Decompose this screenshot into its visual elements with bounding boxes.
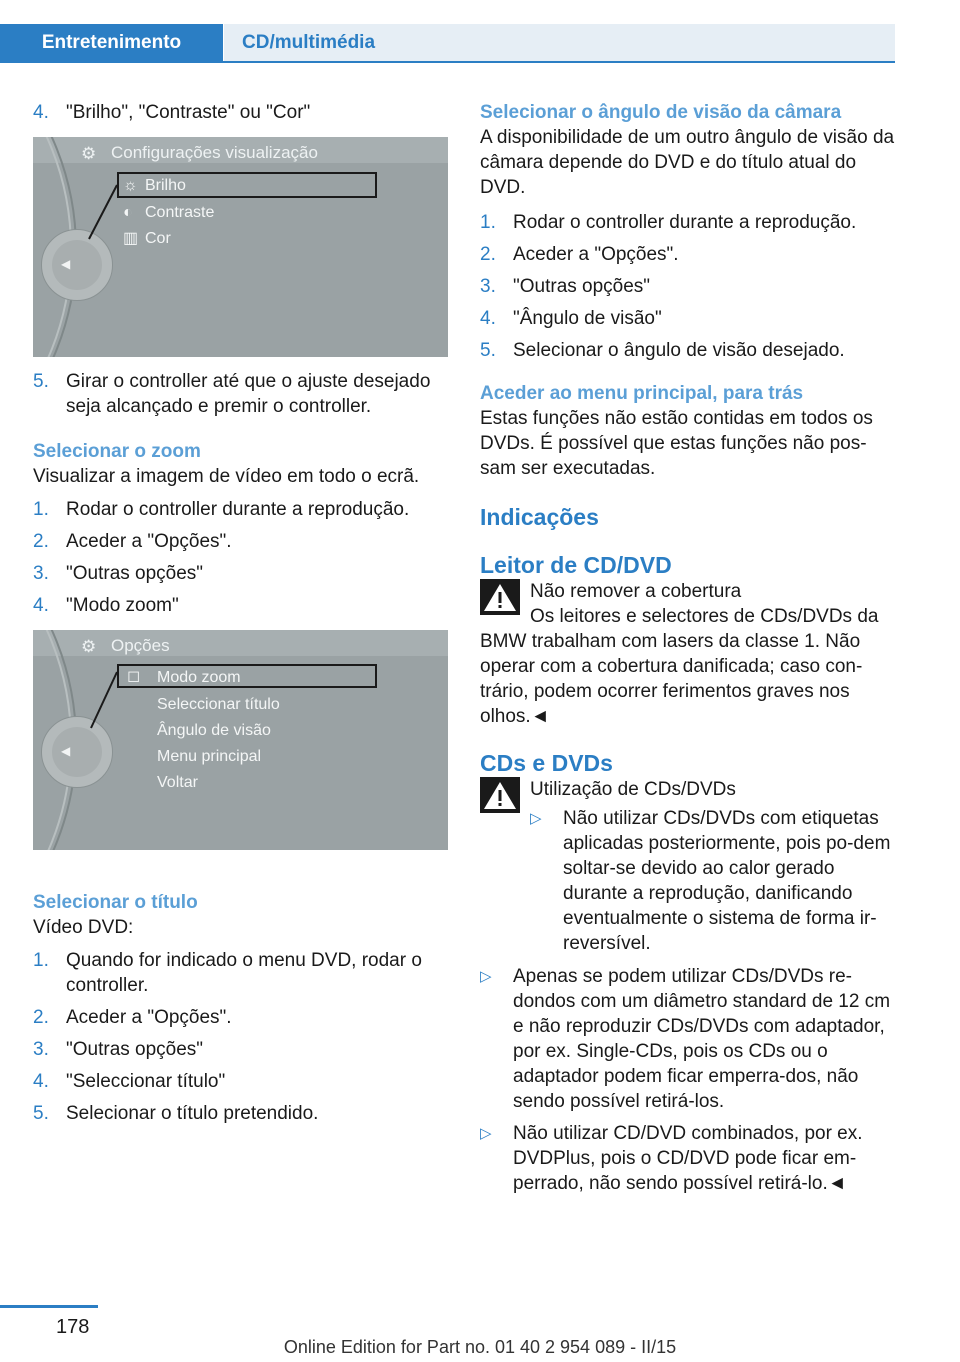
step-number: 3. <box>480 276 496 297</box>
step-item <box>33 1037 448 1062</box>
step-item <box>33 1005 448 1030</box>
screen-title: Configurações visualização <box>111 143 318 162</box>
step-number: 4. <box>480 308 496 329</box>
step-item <box>33 497 448 522</box>
section-heading-cds: CDs e DVDs <box>480 750 613 776</box>
bullet-item <box>480 964 898 1114</box>
step-item <box>480 338 898 363</box>
step-text: Girar o controller até que o ajuste desejado seja alcançado e premir o controller. <box>66 371 431 417</box>
step-number: 1. <box>33 950 49 971</box>
tab-cd-multimedia[interactable]: CD/multimédia <box>224 24 895 61</box>
menu-item-voltar[interactable]: Voltar <box>157 774 198 791</box>
menu-item-angulo-visao[interactable]: Ângulo de visão <box>157 722 271 739</box>
bullet-item <box>530 806 898 956</box>
warning-block <box>480 777 898 956</box>
gear-icon: ⚙ <box>81 144 97 163</box>
warning-icon <box>480 777 520 813</box>
display-screenshot-options <box>33 630 448 850</box>
color-icon: ▥ <box>123 230 139 247</box>
triangle-bullet-icon: ▷ <box>530 810 542 827</box>
square-icon: ◻ <box>127 668 141 685</box>
step-item <box>33 1101 448 1126</box>
menu-text: Estas funções não estão contidas em todos os DVDs. É possível que estas funções não pos-sam ser executadas. <box>480 408 873 479</box>
bullet-item <box>480 1121 898 1196</box>
section-heading-leitor: Leitor de CD/DVD <box>480 552 672 578</box>
step-number: 2. <box>33 531 49 552</box>
step-text: "Seleccionar título" <box>66 1071 226 1092</box>
step-number: 5. <box>480 340 496 361</box>
step-text: "Ângulo de visão" <box>513 308 662 329</box>
menu-item-modo-zoom[interactable]: Modo zoom <box>157 669 241 686</box>
screen-title: Opções <box>111 636 170 655</box>
step-number: 5. <box>33 371 49 392</box>
zoom-intro: Visualizar a imagem de vídeo em todo o ecrã. <box>33 466 420 487</box>
warning-title: Não remover a cobertura <box>530 581 742 602</box>
step-text: "Outras opções" <box>66 1039 204 1060</box>
section-heading-zoom: Selecionar o zoom <box>33 441 201 462</box>
step-number: 4. <box>33 102 49 123</box>
step-number: 4. <box>33 595 49 616</box>
contrast-icon: ◐ <box>123 204 133 221</box>
step-item <box>33 948 448 998</box>
step-text: Rodar o controller durante a reprodução. <box>66 499 410 520</box>
step-number: 3. <box>33 1039 49 1060</box>
menu-item-cor[interactable]: Cor <box>145 230 171 247</box>
bullet-text: Não utilizar CD/DVD combinados, por ex. DVDPlus, pois o CD/DVD pode ficar em-perrado, não sendo possível retirá-lo.◄ <box>513 1123 863 1194</box>
step-item <box>480 210 898 235</box>
menu-item-menu-principal[interactable]: Menu principal <box>157 748 262 765</box>
left-column <box>33 100 448 1133</box>
footer-rule <box>0 1305 98 1308</box>
step-number: 1. <box>33 499 49 520</box>
right-column <box>480 100 898 1203</box>
step-number: 2. <box>33 1007 49 1028</box>
step-number: 2. <box>480 244 496 265</box>
step-text: Quando for indicado o menu DVD, rodar o controller. <box>66 950 422 996</box>
step-text: Aceder a "Opções". <box>66 1007 232 1028</box>
display-screenshot-settings <box>33 137 448 357</box>
gear-icon: ⚙ <box>81 637 97 656</box>
warning-title: Utilização de CDs/DVDs <box>530 779 736 800</box>
step-item <box>33 100 448 125</box>
step-text: Selecionar o ângulo de visão desejado. <box>513 340 845 361</box>
step-item <box>33 1069 448 1094</box>
step-text: Rodar o controller durante a reprodução. <box>513 212 857 233</box>
triangle-bullet-icon: ▷ <box>480 968 492 985</box>
step-number: 4. <box>33 1071 49 1092</box>
warning-block <box>480 579 898 604</box>
bullet-text: Apenas se podem utilizar CDs/DVDs re-dondos com um diâmetro standard de 12 cm e não reproduzir CDs/DVDs com adaptador, por ex. Single-CDs, pois os CDs ou o adaptador podem ficar emperra-dos, não sendo possível retirá-los. <box>513 966 891 1112</box>
step-text: Aceder a "Opções". <box>66 531 232 552</box>
step-item <box>480 242 898 267</box>
arrow-left-icon: ◀ <box>61 257 71 271</box>
arrow-left-icon: ◀ <box>61 744 71 758</box>
section-heading-indicacoes: Indicações <box>480 504 599 530</box>
menu-item-contraste[interactable]: Contraste <box>145 204 215 221</box>
warning-icon <box>480 579 520 615</box>
section-heading-titulo: Selecionar o título <box>33 892 198 913</box>
section-heading-menu: Aceder ao menu principal, para trás <box>480 383 804 404</box>
tab-entretenimento[interactable]: Entretenimento <box>0 24 223 61</box>
step-item <box>33 593 448 618</box>
titulo-intro: Vídeo DVD: <box>33 917 134 938</box>
menu-item-seleccionar-titulo[interactable]: Seleccionar título <box>157 696 280 713</box>
step-text: "Outras opções" <box>513 276 651 297</box>
step-item <box>33 561 448 586</box>
triangle-bullet-icon: ▷ <box>480 1125 492 1142</box>
step-item <box>33 529 448 554</box>
edition-footer: Online Edition for Part no. 01 40 2 954 089 - II/15 <box>283 1337 677 1357</box>
step-item <box>33 369 448 419</box>
section-heading-angulo: Selecionar o ângulo de visão da câmara <box>480 102 842 123</box>
step-text: "Brilho", "Contraste" ou "Cor" <box>66 102 311 123</box>
step-number: 3. <box>33 563 49 584</box>
bullet-text: Não utilizar CDs/DVDs com etiquetas aplicadas posteriormente, pois po-dem soltar-se devido ao calor gerado durante a reprodução, danificando eventualmente o sistema de forma ir-reversível. <box>563 808 891 954</box>
sun-icon: ☼ <box>123 177 138 194</box>
step-number: 5. <box>33 1103 49 1124</box>
step-item <box>480 306 898 331</box>
menu-item-brilho[interactable]: Brilho <box>145 177 186 194</box>
step-text: Aceder a "Opções". <box>513 244 679 265</box>
step-item <box>480 274 898 299</box>
step-text: Selecionar o título pretendido. <box>66 1103 319 1124</box>
selection-box <box>117 664 377 688</box>
warning-text: Os leitores e selectores de CDs/DVDs da BMW trabalham com lasers da classe 1. Não operar com a cobertura danificada; caso con-trário, podem ocorrer ferimentos graves nos olhos.◄ <box>480 606 879 727</box>
step-text: "Modo zoom" <box>66 595 179 616</box>
step-text: "Outras opções" <box>66 563 204 584</box>
angulo-intro: A disponibilidade de um outro ângulo de visão da câmara depende do DVD e do título atual do DVD. <box>480 127 895 198</box>
pointer-line <box>33 137 448 357</box>
header-divider <box>0 61 895 63</box>
page-number: 178 <box>56 1316 90 1338</box>
step-number: 1. <box>480 212 496 233</box>
